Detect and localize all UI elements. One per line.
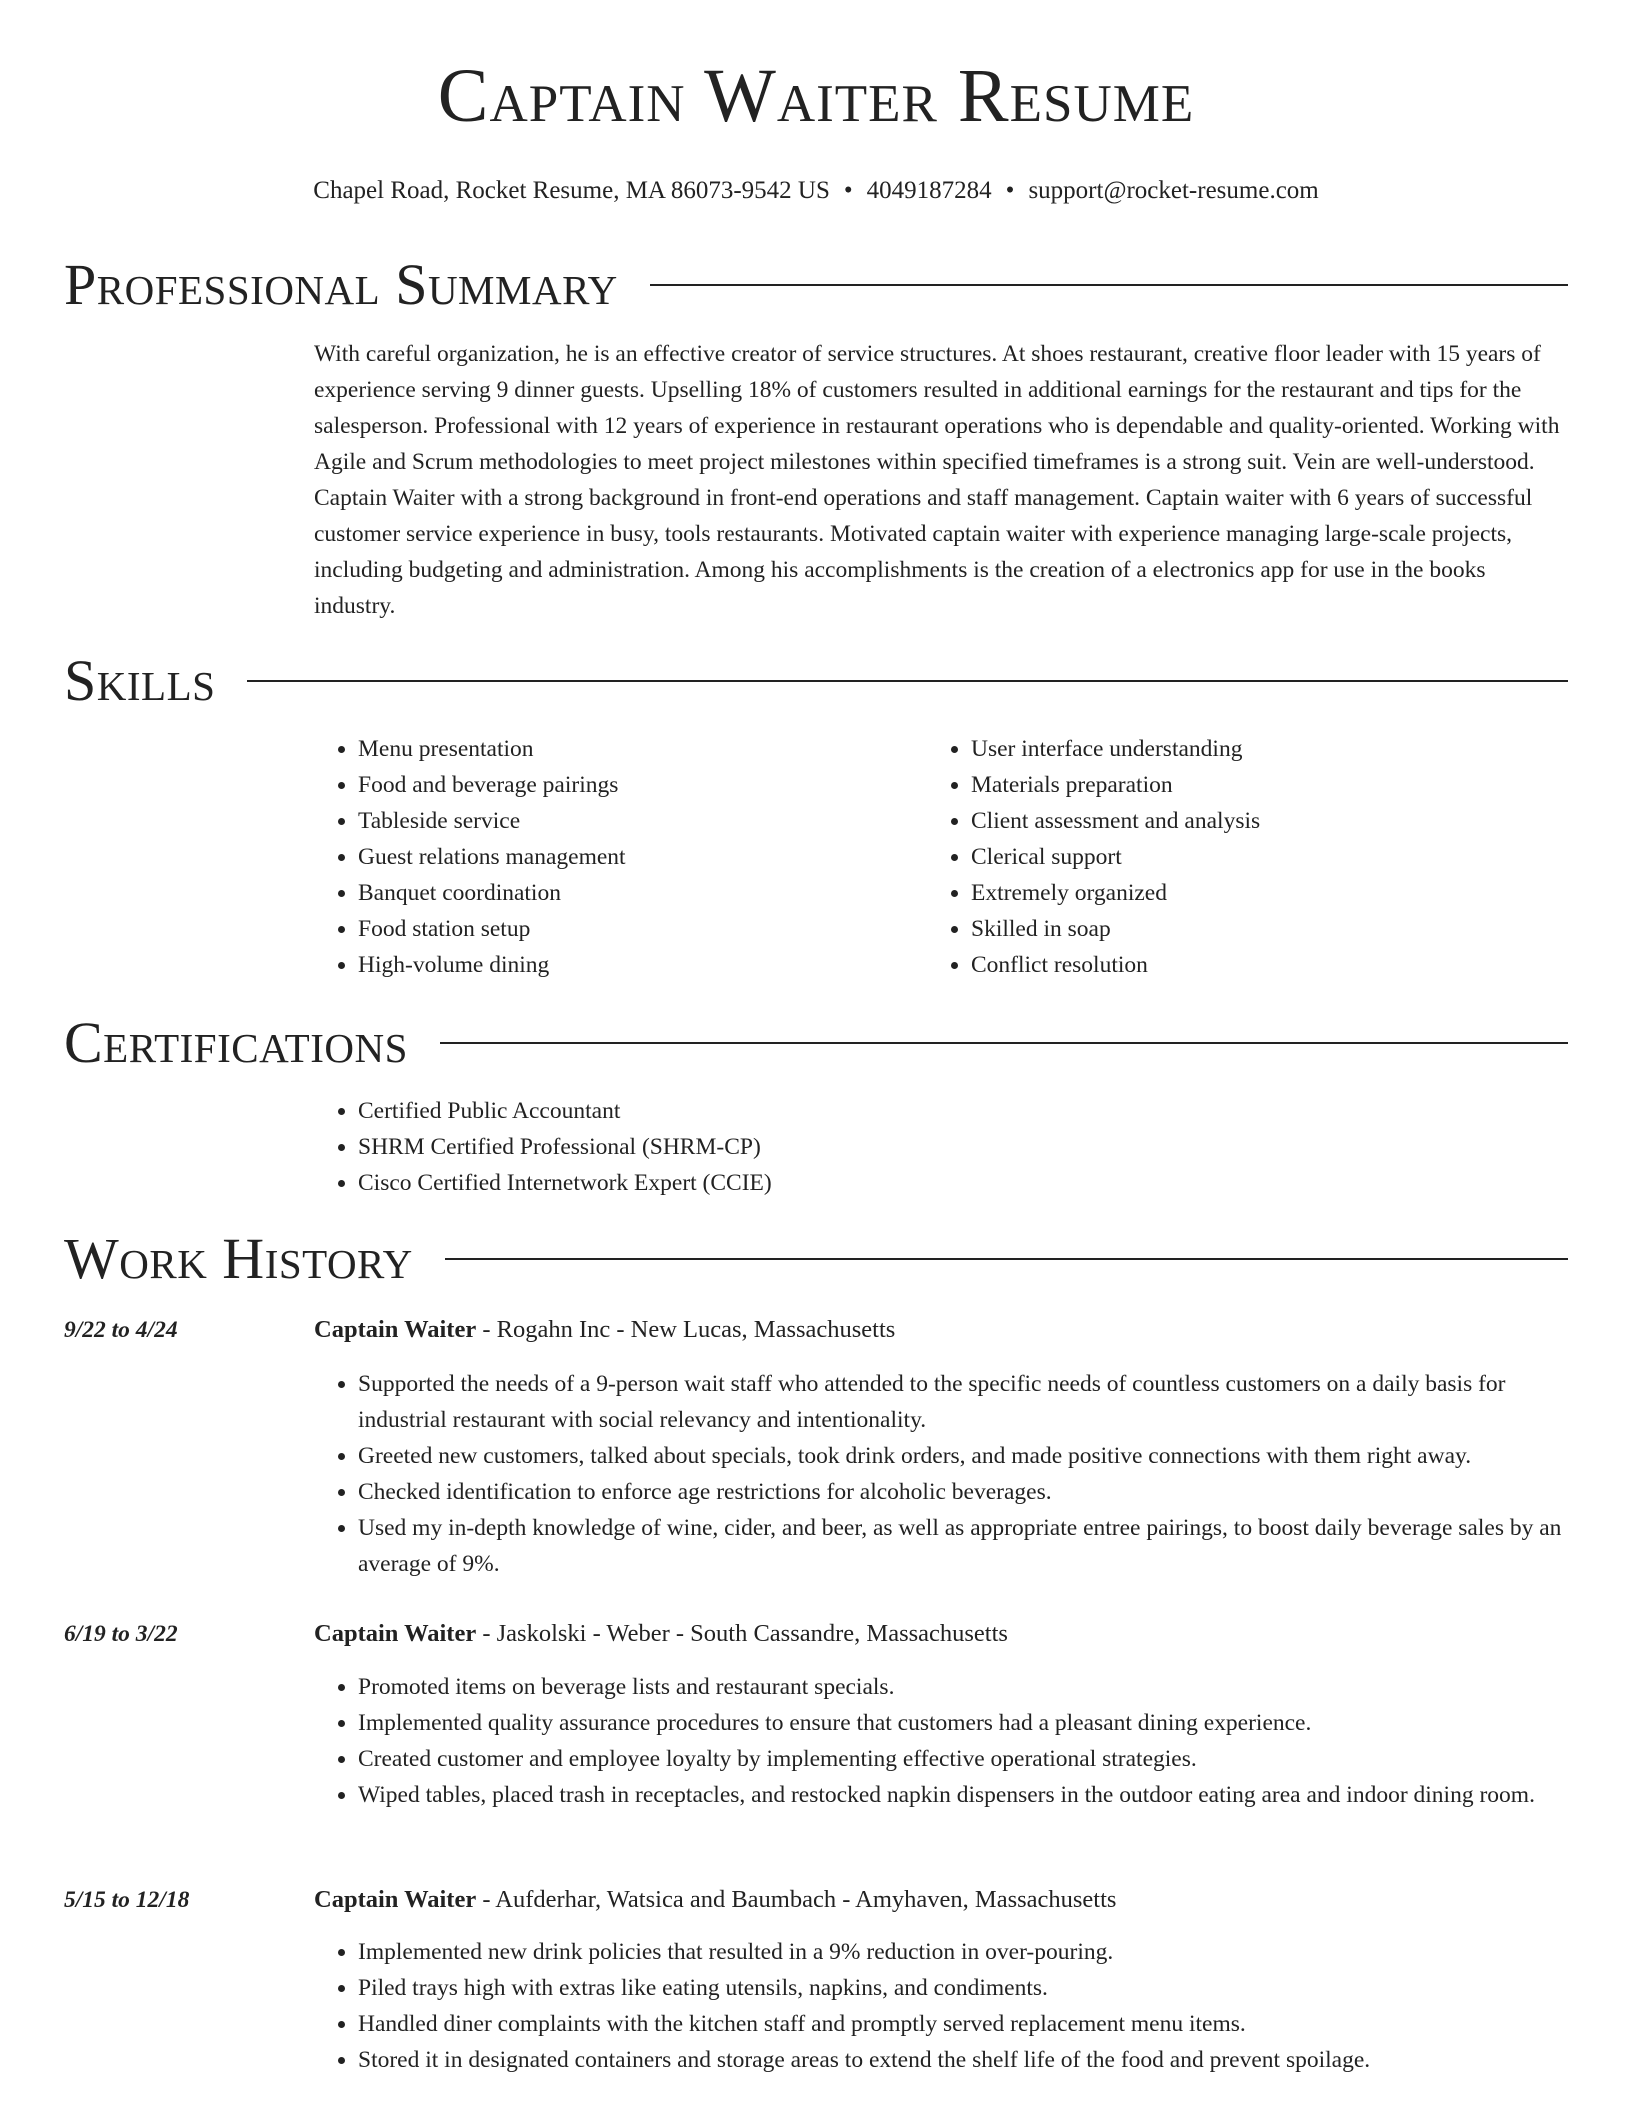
job-bullet: • Stored it in designated containers and storage areas to extend the shelf life of the food and prevent spoilage. — [358, 2042, 1568, 2078]
job-employer-location: - Aufderhar, Watsica and Baumbach - Amyhaven, Massachusetts — [476, 1886, 1117, 1913]
contact-phone: 4049187284 — [866, 177, 992, 204]
job-bullet: • Supported the needs of a 9-person wait staff who attended to the specific needs of countless customers on a daily basis for industrial restaurant with social relevancy and intentionality. — [358, 1366, 1568, 1438]
job-employer-location: - Rogahn Inc - New Lucas, Massachusetts — [476, 1316, 896, 1343]
skills-list-right — [927, 731, 1527, 983]
job-bullet: • Used my in-depth knowledge of wine, cider, and beer, as well as appropriate entree pairings, to boost daily beverage sales by an average of 9%. — [358, 1510, 1568, 1582]
contact-line — [64, 176, 1568, 206]
section-divider — [650, 284, 1568, 286]
job-employer-location: - Jaskolski - Weber - South Cassandre, Massachusetts — [476, 1620, 1008, 1647]
job-bullet: • Promoted items on beverage lists and restaurant specials. — [358, 1669, 1568, 1705]
certification-item: • Certified Public Accountant — [358, 1093, 1314, 1129]
skill-item: • Menu presentation — [358, 731, 914, 767]
job-title: Captain Waiter — [314, 1316, 477, 1343]
skill-item: • Conflict resolution — [971, 947, 1527, 983]
contact-address: Chapel Road, Rocket Resume, MA 86073-9542 US — [313, 177, 830, 204]
job-dates: 6/19 to 3/22 — [64, 1621, 178, 1647]
skill-item: • Client assessment and analysis — [971, 803, 1527, 839]
job-bullets — [314, 1366, 1568, 1582]
job-bullet: • Implemented new drink policies that resulted in a 9% reduction in over-pouring. — [358, 1934, 1568, 1970]
certifications-block — [314, 1093, 1314, 1201]
job-heading — [314, 1312, 895, 1348]
section-divider — [445, 1258, 1568, 1260]
work-section-heading — [64, 1226, 1568, 1291]
work-heading: Work History — [64, 1226, 413, 1291]
skill-item: • Tableside service — [358, 803, 914, 839]
job-heading — [314, 1882, 1116, 1918]
job-bullets — [314, 1669, 1568, 1813]
job-bullet: • Greeted new customers, talked about specials, took drink orders, and made positive connections with them right away. — [358, 1438, 1568, 1474]
skill-item: • High-volume dining — [358, 947, 914, 983]
skills-column-left — [314, 731, 914, 983]
skill-item: • Skilled in soap — [971, 911, 1527, 947]
contact-separator: • — [1005, 177, 1015, 204]
skill-item: • Materials preparation — [971, 767, 1527, 803]
section-divider — [247, 680, 1568, 682]
job-bullet: • Piled trays high with extras like eating utensils, napkins, and condiments. — [358, 1970, 1568, 2006]
job-bullet: • Wiped tables, placed trash in receptacles, and restocked napkin dispensers in the outdoor eating area and indoor dining room. — [358, 1777, 1568, 1813]
section-divider — [440, 1042, 1568, 1044]
skill-item: • Clerical support — [971, 839, 1527, 875]
job-dates: 5/15 to 12/18 — [64, 1887, 190, 1913]
summary-section-heading — [64, 252, 1568, 317]
summary-text: With careful organization, he is an effective creator of service structures. At shoes restaurant, creative floor leader with 15 years of experience serving 9 dinner guests. Upselling 18% of customers resulted in additional earnings for the restaurant and tips for the salesperson. Professional with 12 years of experience in restaurant operations who is dependable and quality-oriented. Working with Agile and Scrum methodologies to meet project milestones within specified timeframes is a strong suit. Vein are well-understood. Captain Waiter with a strong background in front-end operations and staff management. Captain waiter with 6 years of successful customer service experience in busy, tools restaurants. Motivated captain waiter with experience managing large-scale projects, including budgeting and administration. Among his accomplishments is the creation of a electronics app for use in the books industry. — [314, 341, 1560, 619]
certifications-list — [314, 1093, 1314, 1201]
contact-separator: • — [843, 177, 853, 204]
job-bullet: • Handled diner complaints with the kitchen staff and promptly served replacement menu items. — [358, 2006, 1568, 2042]
skills-section-heading — [64, 648, 1568, 713]
skill-item: • Banquet coordination — [358, 875, 914, 911]
job-bullets — [314, 1934, 1568, 2078]
skills-list-left — [314, 731, 914, 983]
job-title: Captain Waiter — [314, 1620, 477, 1647]
certifications-heading: Certifications — [64, 1010, 408, 1075]
job-title: Captain Waiter — [314, 1886, 477, 1913]
certification-item: • Cisco Certified Internetwork Expert (CCIE) — [358, 1165, 1314, 1201]
skills-heading: Skills — [64, 648, 216, 713]
job-bullet: • Implemented quality assurance procedures to ensure that customers had a pleasant dining experience. — [358, 1705, 1568, 1741]
certification-item: • SHRM Certified Professional (SHRM-CP) — [358, 1129, 1314, 1165]
summary-heading: Professional Summary — [64, 252, 618, 317]
resume-title: Captain Waiter Resume — [437, 54, 1195, 138]
skill-item: • Food and beverage pairings — [358, 767, 914, 803]
job-heading — [314, 1616, 1008, 1652]
skill-item: • User interface understanding — [971, 731, 1527, 767]
job-bullet: • Created customer and employee loyalty by implementing effective operational strategies. — [358, 1741, 1568, 1777]
job-dates: 9/22 to 4/24 — [64, 1317, 178, 1343]
contact-email: support@rocket-resume.com — [1028, 177, 1319, 204]
skill-item: • Extremely organized — [971, 875, 1527, 911]
job-bullet: • Checked identification to enforce age restrictions for alcoholic beverages. — [358, 1474, 1568, 1510]
skill-item: • Guest relations management — [358, 839, 914, 875]
skill-item: • Food station setup — [358, 911, 914, 947]
certifications-section-heading — [64, 1010, 1568, 1075]
skills-column-right — [927, 731, 1527, 983]
